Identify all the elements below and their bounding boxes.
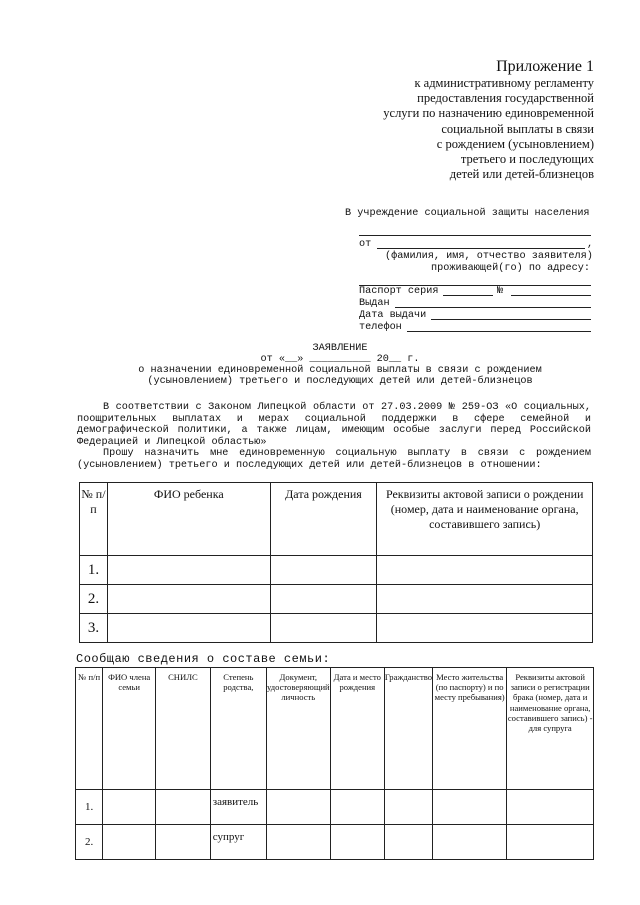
phone-field[interactable] (407, 331, 591, 332)
cell[interactable] (433, 825, 507, 860)
issued-label: Выдан (359, 298, 390, 309)
appendix-line: к административному регламенту (414, 76, 594, 90)
appendix-line: с рождением (усыновлением) (436, 136, 594, 151)
institution-fill-line[interactable] (359, 235, 591, 236)
cell[interactable] (377, 614, 593, 643)
table-row (80, 556, 593, 585)
family-table (75, 667, 594, 860)
statement-body (77, 402, 591, 471)
law-paragraph: В соответствии с Законом Липецкой области от 27.03.2009 № 259-ОЗ «О социальных, поощрительных выплатах и мерах социальной поддержки в сфере семейной и демографической политики, а также лицам, имеющим особые заслуги перед Российской Федерацией и Липецкой областью» (77, 402, 591, 448)
table-row (76, 825, 594, 860)
issue-date-field[interactable] (431, 319, 591, 320)
cell[interactable] (103, 790, 156, 825)
cell[interactable] (266, 790, 330, 825)
passport-number-label: № (497, 286, 504, 297)
cell[interactable] (507, 790, 594, 825)
family-title: Сообщаю сведения о составе семьи: (76, 652, 331, 666)
cell[interactable] (156, 825, 211, 860)
passport-series-label: Паспорт серия (359, 286, 439, 297)
cell[interactable] (270, 556, 377, 585)
table-row (76, 790, 594, 825)
cell[interactable] (156, 790, 211, 825)
from-prefix: от (359, 239, 372, 250)
cell[interactable] (433, 790, 507, 825)
applicant-fio-line[interactable] (377, 248, 585, 249)
statement-title: ЗАЯВЛЕНИЕ (312, 343, 368, 354)
appendix-line: предоставления государственной (417, 91, 594, 106)
table-header-row (76, 668, 594, 790)
cell[interactable] (270, 614, 377, 643)
column-header: Место жительства (по паспорту) и по месту пребывания) (433, 668, 507, 790)
issue-date-label: Дата выдачи (359, 310, 427, 321)
column-header: Реквизиты актовой записи о регистрации брака (номер, дата и наименование органа, составившего запись) - для супруга (507, 668, 594, 790)
request-paragraph: Прошу назначить мне единовременную социальную выплату в связи с рождением (усыновлением) третьего и последующих детей или детей-близнецов в отношении: (77, 448, 591, 471)
fio-hint: (фамилия, имя, отчество заявителя) (385, 251, 593, 262)
column-header: Реквизиты актовой записи о рождении (номер, дата и наименование органа, составившего запись) (377, 483, 593, 556)
cell[interactable] (270, 585, 377, 614)
statement-subject: о назначении единовременной социальной выплаты в связи с рождением (138, 365, 542, 376)
row-number: 3. (80, 614, 108, 643)
cell[interactable] (384, 790, 432, 825)
relation-cell: супруг (210, 825, 266, 860)
appendix-line: услуги по назначению единовременной (383, 106, 594, 121)
from-suffix: , (587, 239, 594, 250)
cell[interactable] (330, 790, 384, 825)
cell[interactable] (107, 614, 270, 643)
issued-field[interactable] (395, 307, 591, 308)
column-header: Гражданство (384, 668, 432, 790)
passport-number-field[interactable] (511, 295, 591, 296)
cell[interactable] (377, 556, 593, 585)
appendix-line: детей или детей-близнецов (449, 167, 594, 182)
column-header: Дата и место рождения (330, 668, 384, 790)
cell[interactable] (384, 825, 432, 860)
row-number: 1. (80, 556, 108, 585)
relation-cell: заявитель (210, 790, 266, 825)
cell[interactable] (507, 825, 594, 860)
row-number: 1. (76, 790, 103, 825)
column-header: Дата рождения (270, 483, 377, 556)
appendix-line: социальной выплаты в связи (441, 121, 594, 136)
cell[interactable] (107, 585, 270, 614)
statement-heading (80, 343, 600, 387)
cell[interactable] (103, 825, 156, 860)
column-header: № п/п (80, 483, 108, 556)
cell[interactable] (377, 585, 593, 614)
column-header: № п/п (76, 668, 103, 790)
column-header: ФИО члена семьи (103, 668, 156, 790)
table-row (80, 614, 593, 643)
table-header-row (80, 483, 593, 556)
cell[interactable] (266, 825, 330, 860)
row-number: 2. (76, 825, 103, 860)
residence-label: проживающей(го) по адресу: (431, 263, 590, 274)
cell[interactable] (107, 556, 270, 585)
institution-line: В учреждение социальной защиты населения (345, 208, 590, 219)
statement-date: от «__» __________ 20__ г. (260, 354, 420, 365)
appendix-header (294, 58, 594, 182)
column-header: Документ, удостоверяющий личность (266, 668, 330, 790)
column-header: СНИЛС (156, 668, 211, 790)
children-table (79, 482, 593, 643)
appendix-title: Приложение 1 (496, 58, 594, 75)
appendix-line: третьего и последующих (460, 152, 594, 167)
row-number: 2. (80, 585, 108, 614)
passport-series-field[interactable] (443, 295, 493, 296)
table-row (80, 585, 593, 614)
column-header: Степень родства, (210, 668, 266, 790)
statement-subject: (усыновлением) третьего и последующих детей или детей-близнецов (147, 376, 533, 387)
column-header: ФИО ребенка (107, 483, 270, 556)
cell[interactable] (330, 825, 384, 860)
phone-label: телефон (359, 322, 402, 333)
